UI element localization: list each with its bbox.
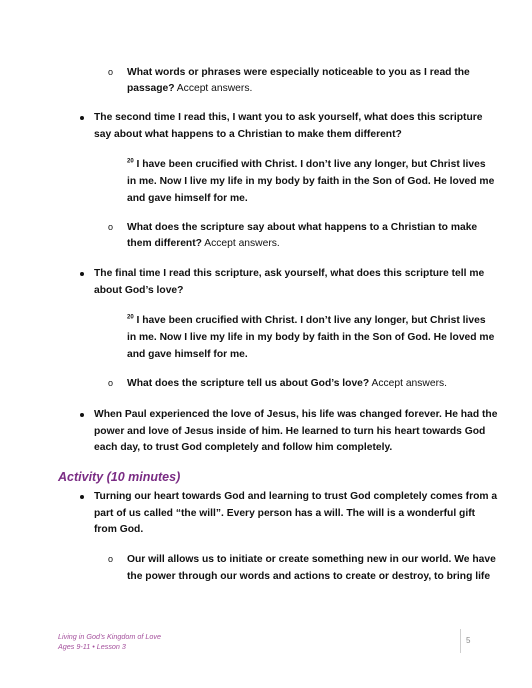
scripture-verse-line xyxy=(127,158,486,171)
bullet-dot xyxy=(80,272,84,276)
sub-bullet-marker: o xyxy=(108,554,114,564)
bullet-line: The final time I read this scripture, ask yourself, what does this scripture tell me xyxy=(94,268,485,279)
section-heading: Activity (10 minutes) xyxy=(58,470,181,484)
bullet-dot xyxy=(80,495,84,499)
verse-number: 20 xyxy=(127,158,134,165)
sub-question-text: them different? xyxy=(127,238,202,249)
bullet-dot xyxy=(80,116,84,120)
sub-bullet-marker: o xyxy=(108,67,114,77)
answer-note: Accept answers. xyxy=(174,83,253,94)
footer-divider xyxy=(460,629,461,653)
verse-text: I have been crucified with Christ. I don’t live any longer, but Christ lives xyxy=(133,159,486,170)
sub-question-line: What does the scripture say about what happens to a Christian to make xyxy=(127,222,478,233)
sub-question-line: What words or phrases were especially noticeable to you as I read the xyxy=(127,67,470,78)
footer-title: Living in God’s Kingdom of Love xyxy=(58,632,161,641)
scripture-verse-line: in me. Now I live my life in my body by faith in the Son of God. He loved me xyxy=(127,332,495,343)
sub-question-line xyxy=(127,82,252,95)
bullet-line: from God. xyxy=(94,524,144,535)
sub-question-line: the power through our words and actions to create or destroy, to bring life xyxy=(127,571,491,582)
scripture-verse-line xyxy=(127,314,486,327)
verse-text: I have been crucified with Christ. I don’t live any longer, but Christ lives xyxy=(133,315,486,326)
sub-question-text: passage? xyxy=(127,83,175,94)
verse-number: 20 xyxy=(127,314,134,321)
sub-bullet-marker: o xyxy=(108,222,114,232)
bullet-line: When Paul experienced the love of Jesus, his life was changed forever. He had the xyxy=(94,409,498,420)
sub-question-line: Our will allows us to initiate or create something new in our world. We have xyxy=(127,554,496,565)
scripture-verse-line: and gave himself for me. xyxy=(127,193,248,204)
bullet-line: part of us called “the will”. Every person has a will. The will is a wonderful gift xyxy=(94,508,476,519)
answer-note: Accept answers. xyxy=(201,238,280,249)
footer-subtitle: Ages 9-11 • Lesson 3 xyxy=(58,642,126,651)
bullet-line: power and love of Jesus inside of him. He learned to turn his heart towards God xyxy=(94,426,486,437)
sub-question-line xyxy=(127,237,280,250)
sub-question-text: What does the scripture tell us about God’s love? xyxy=(127,378,370,389)
scripture-verse-line: in me. Now I live my life in my body by faith in the Son of God. He loved me xyxy=(127,176,495,187)
scripture-verse-line: and gave himself for me. xyxy=(127,349,248,360)
bullet-line: about God’s love? xyxy=(94,285,184,296)
answer-note: Accept answers. xyxy=(369,378,448,389)
sub-question-line xyxy=(127,377,447,390)
bullet-line: Turning our heart towards God and learning to trust God completely comes from a xyxy=(94,491,498,502)
sub-bullet-marker: o xyxy=(108,378,114,388)
bullet-dot xyxy=(80,413,84,417)
bullet-line: The second time I read this, I want you to ask yourself, what does this scripture xyxy=(94,112,483,123)
page-number: 5 xyxy=(466,636,471,645)
bullet-line: each day, to trust God completely and follow him completely. xyxy=(94,442,393,453)
bullet-line: say about what happens to a Christian to make them different? xyxy=(94,129,402,140)
